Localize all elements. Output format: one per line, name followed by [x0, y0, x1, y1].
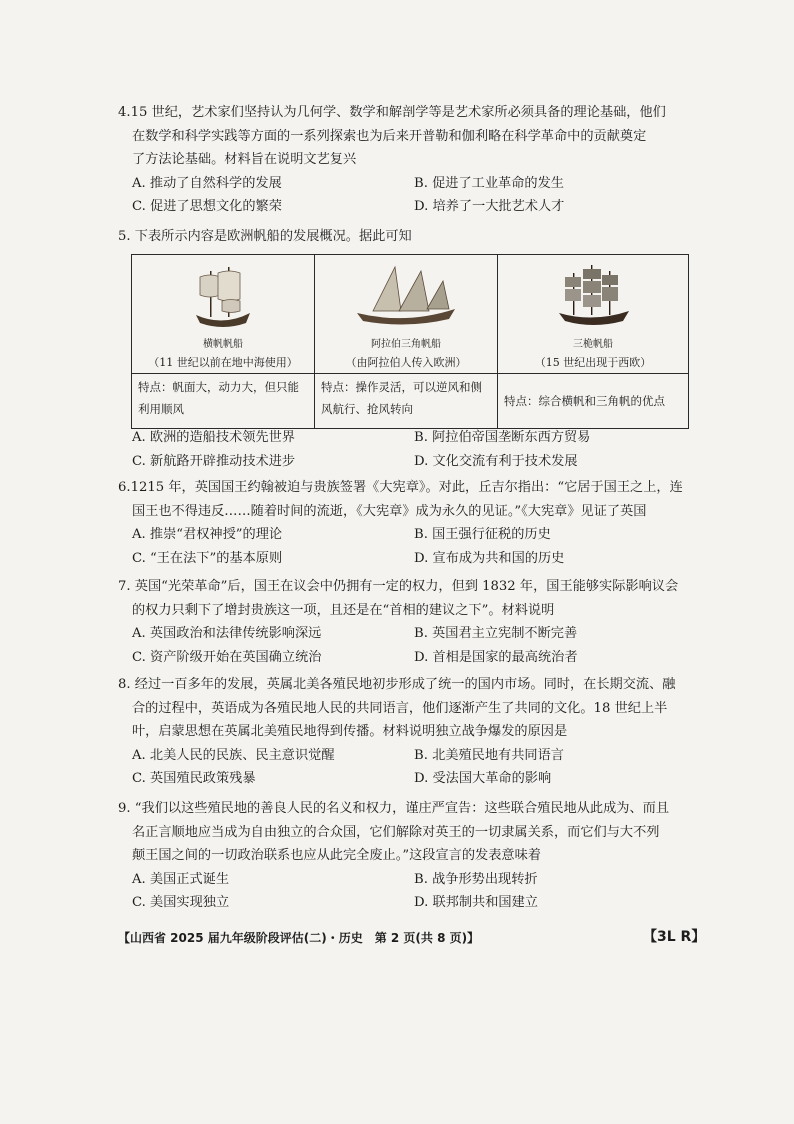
three-mast-ship-image [553, 261, 633, 333]
q7-options-row-1 [118, 622, 698, 646]
question-7 [118, 575, 698, 669]
q8-option-c[interactable]: C. 英国殖民政策残暴 [132, 771, 256, 786]
q5-options-row-1 [118, 426, 698, 450]
lateen-ship-image [351, 261, 461, 333]
ship-note-three-mast: （15 世纪出现于西欧） [534, 356, 652, 369]
q6-option-b[interactable]: B. 国王强行征税的历史 [414, 527, 551, 542]
q4-option-b[interactable]: B. 促进了工业革命的发生 [414, 175, 564, 191]
q6-option-c[interactable]: C. “王在法下”的基本原则 [132, 550, 283, 566]
q8-stem-line-1: 8. 经过一百多年的发展，英属北美各殖民地初步形成了统一的国内市场。同时，在长期交流、融 [118, 677, 676, 692]
q9-option-d[interactable]: D. 联邦制共和国建立 [414, 895, 538, 910]
q6-option-a[interactable]: A. 推崇“君权神授”的理论 [132, 527, 283, 542]
q9-stem-line-2: 名正言顺地应当成为自由独立的合众国，它们解除对英王的一切隶属关系，而它们与大不列 [132, 824, 660, 840]
question-8 [118, 673, 698, 791]
q7-option-b[interactable]: B. 英国君主立宪制不断完善 [414, 626, 578, 641]
square-rig-ship-image [188, 261, 258, 333]
ship-cell-lateen [315, 255, 498, 374]
q8-option-b[interactable]: B. 北美殖民地有共同语言 [414, 747, 564, 763]
q8-options-row-1 [118, 744, 698, 768]
q6-options-row-1 [118, 523, 698, 547]
q6-stem-line-1: 6.1215 年，英国国王约翰被迫与贵族签署《大宪章》。对此，丘吉尔指出：“它居于国王之上，连 [118, 480, 683, 495]
question-4 [118, 101, 698, 219]
q6-stem-line-2: 国王也不得违反……随着时间的流逝，《大宪章》成为永久的见证。”《大宪章》见证了英国 [132, 503, 647, 519]
q4-options-row-2 [118, 195, 698, 219]
question-6 [118, 476, 698, 570]
q7-option-a[interactable]: A. 英国政治和法律传统影响深远 [132, 626, 322, 641]
q4-stem-line-2: 在数学和科学实践等方面的一系列探索也为后来开普勒和伽利略在科学革命中的贡献奠定 [132, 128, 647, 144]
q4-option-c[interactable]: C. 促进了思想文化的繁荣 [132, 199, 282, 214]
ship-feature-square-rig: 特点：帆面大，动力大，但只能利用顺风 [132, 374, 315, 429]
q7-option-d[interactable]: D. 首相是国家的最高统治者 [414, 649, 578, 665]
q7-stem-line-2: 的权力只剩下了增封贵族这一项，且还是在“首相的建议之下”。材料说明 [132, 602, 555, 618]
q4-option-a[interactable]: A. 推动了自然科学的发展 [132, 175, 282, 191]
q5-option-c[interactable]: C. 新航路开辟推动技术进步 [132, 453, 296, 469]
q9-option-a[interactable]: A. 美国正式诞生 [132, 871, 230, 887]
exam-code: 【3L R】 [643, 929, 706, 945]
ship-name-lateen: 阿拉伯三角帆船 [371, 339, 441, 350]
q9-stem-line-1: 9. “我们以这些殖民地的善良人民的名义和权力，谨庄严宣告：这些联合殖民地从此成为、而且 [118, 801, 670, 816]
question-5-options [118, 426, 698, 473]
q6-option-d[interactable]: D. 宣布成为共和国的历史 [414, 550, 565, 566]
ship-table [131, 254, 689, 429]
ship-cell-square-rig [132, 255, 315, 374]
q5-option-a[interactable]: A. 欧洲的造船技术领先世界 [132, 430, 295, 445]
ship-note-square-rig: （11 世纪以前在地中海使用） [148, 356, 298, 369]
q8-stem-line-2: 合的过程中，英语成为各殖民地人民的共同语言，他们逐渐产生了共同的文化。18 世纪上半 [132, 700, 668, 716]
page-footer: 【山西省 2025 届九年级阶段评估(二)・历史 第 2 页(共 8 页)】 [118, 931, 480, 945]
q7-option-c[interactable]: C. 资产阶级开始在英国确立统治 [132, 649, 322, 665]
q8-stem-line-3: 叶，启蒙思想在英属北美殖民地得到传播。材料说明独立战争爆发的原因是 [132, 724, 568, 739]
q9-options-row-2 [118, 891, 698, 915]
q4-option-d[interactable]: D. 培养了一大批艺术人才 [414, 199, 565, 214]
ship-name-three-mast: 三桅帆船 [573, 339, 613, 350]
q5-option-d[interactable]: D. 文化交流有利于技术发展 [414, 453, 578, 469]
ship-cell-three-mast [498, 255, 689, 374]
q9-options-row-1 [118, 868, 698, 892]
question-5 [118, 225, 698, 249]
q8-option-d[interactable]: D. 受法国大革命的影响 [414, 771, 552, 786]
q4-stem-line-1: 4.15 世纪，艺术家们坚持认为几何学、数学和解剖学等是艺术家所必须具备的理论基础，他们 [118, 105, 666, 120]
q7-stem-line-1: 7. 英国“光荣革命”后，国王在议会中仍拥有一定的权力，但到 1832 年，国王能够实际影响议会 [118, 579, 679, 594]
q8-options-row-2 [118, 767, 698, 791]
q9-option-b[interactable]: B. 战争形势出现转折 [414, 871, 538, 887]
q9-option-c[interactable]: C. 美国实现独立 [132, 895, 230, 910]
q9-stem-line-3: 颠王国之间的一切政治联系也应从此完全废止。”这段宣言的发表意味着 [132, 848, 541, 863]
q6-options-row-2 [118, 547, 698, 571]
q5-stem: 5. 下表所示内容是欧洲帆船的发展概况。据此可知 [118, 229, 412, 244]
q8-option-a[interactable]: A. 北美人民的民族、民主意识觉醒 [132, 747, 335, 763]
ship-feature-lateen: 特点：操作灵活，可以逆风和侧风航行、抢风转向 [315, 374, 498, 429]
ship-feature-three-mast: 特点：综合横帆和三角帆的优点 [498, 374, 689, 429]
ship-note-lateen: （由阿拉伯人传入欧洲） [345, 356, 467, 369]
q7-options-row-2 [118, 646, 698, 670]
q5-options-row-2 [118, 450, 698, 474]
q4-options-row-1 [118, 172, 698, 196]
q5-option-b[interactable]: B. 阿拉伯帝国垄断东西方贸易 [414, 430, 591, 445]
q4-stem-line-3: 了方法论基础。材料旨在说明文艺复兴 [132, 152, 357, 167]
ship-name-square-rig: 横帆帆船 [203, 339, 243, 350]
question-9 [118, 797, 698, 915]
